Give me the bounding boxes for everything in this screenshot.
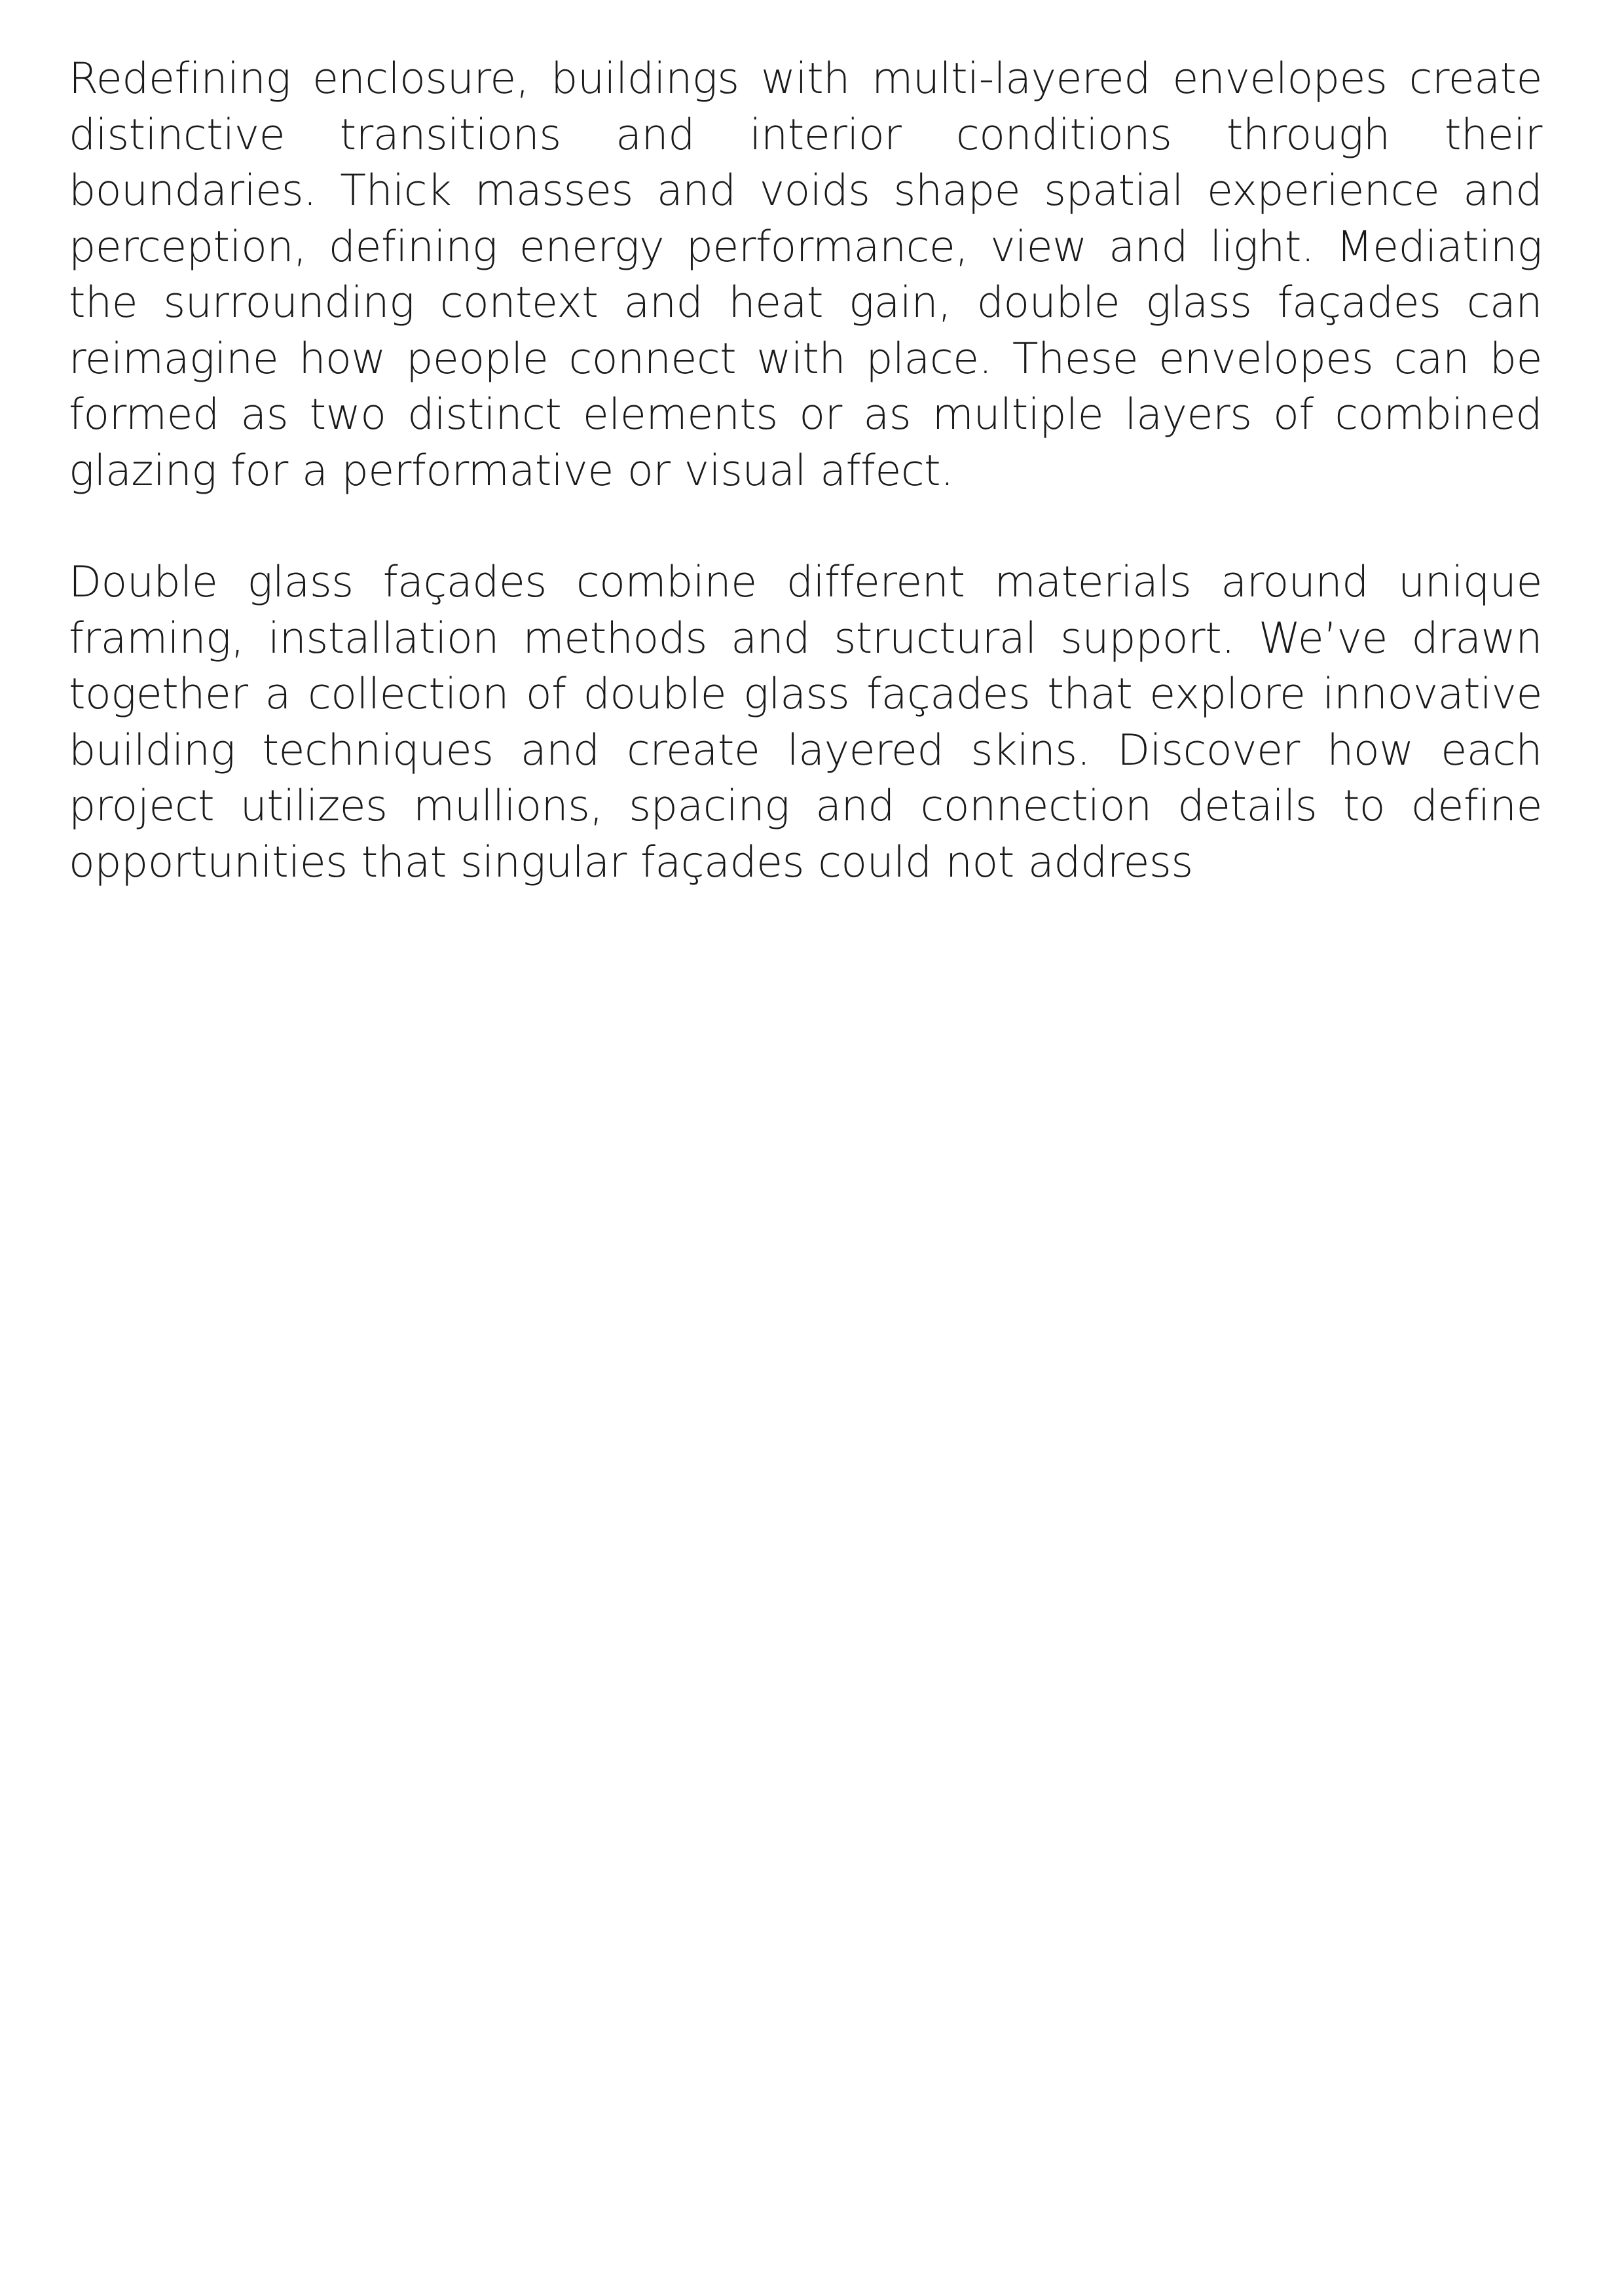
body-paragraph: Double glass façades combine different materials around unique framing, installation methods and structural support. We’ve drawn together a collection of double glass façades that explore innovative building techniques and create layered skins. Discover how each project utilizes mullions, spacing and connection details to define opportunities that singular façades could not address (69, 558, 1542, 887)
intro-paragraph: Redefining enclosure, buildings with multi-layered envelopes create distinctive transitions and interior conditions through their boundaries. Thick masses and voids shape spatial experience and perception, defining energy performance, view and light. Mediating the surrounding context and heat gain, double glass façades can reimagine how people connect with place. These envelopes can be formed as two distinct elements or as multiple layers of combined glazing for a performative or visual affect. (69, 54, 1542, 496)
document-body (69, 51, 1542, 890)
